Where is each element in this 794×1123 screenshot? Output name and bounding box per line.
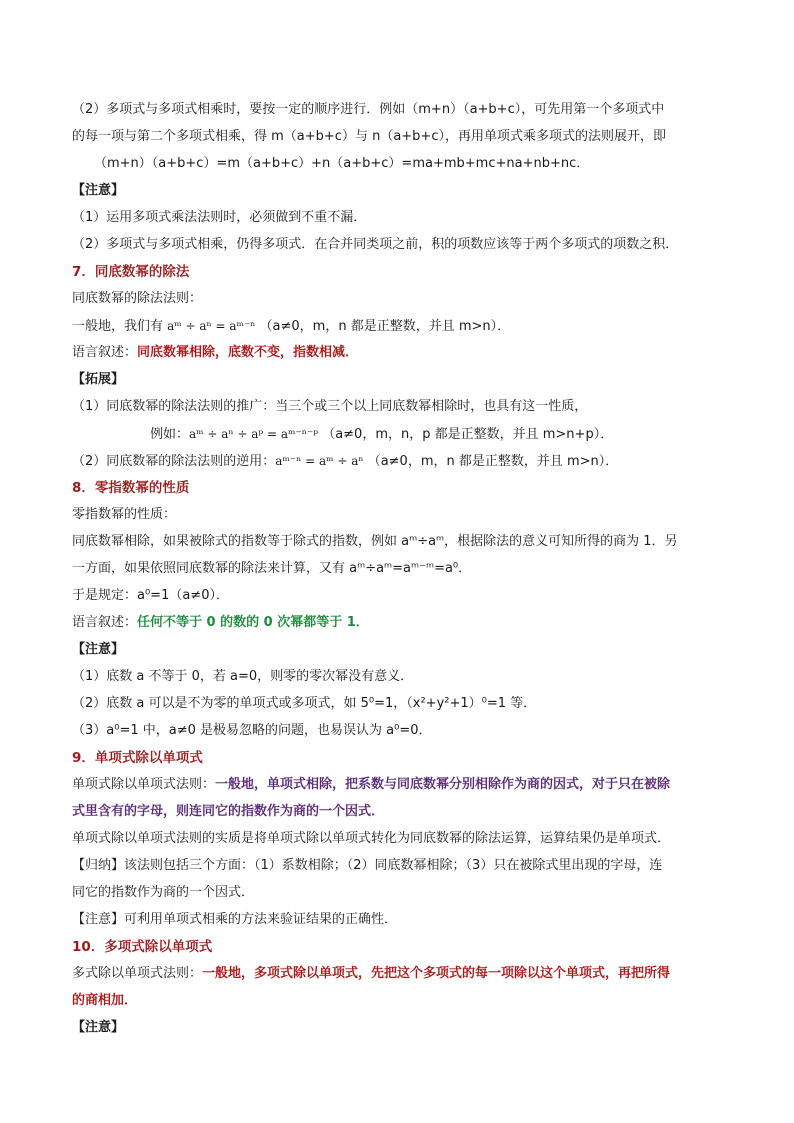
text-line: 单项式除以单项式法则的实质是将单项式除以单项式转化为同底数幂的除法运算，运算结果仍是单项式． xyxy=(72,831,671,846)
text-line xyxy=(72,343,732,363)
formula-line: （m+n）（a+b+c）=m（a+b+c）+n（a+b+c）=ma+mb+mc+na+nb+nc． xyxy=(94,156,590,171)
section-heading: 10．多项式除以单项式 xyxy=(72,939,213,955)
text-span: 单项式除以单项式法则： xyxy=(72,777,216,792)
text-line: 同底数幂的除法法则： xyxy=(72,291,203,306)
text-line: 【注意】可利用单项式相乘的方法来验证结果的正确性． xyxy=(72,912,398,927)
text-line: （3）a⁰=1 中，a≠0 是极易忽略的问题，也易误认为 a⁰=0． xyxy=(72,723,432,738)
section-heading: 9．单项式除以单项式 xyxy=(72,750,203,766)
text-line: （2）多项式与多项式相乘，仍得多项式．在合并同类项之前，积的项数应该等于两个多项式的项数之积． xyxy=(72,237,679,252)
highlight-text: 任何不等于 0 的数的 0 次幂都等于 1． xyxy=(137,615,369,630)
formula-line xyxy=(150,424,794,445)
highlight-text: 一般地，单项式相除，把系数与同底数幂分别相除作为商的因式，对于只在被除 xyxy=(215,777,671,792)
text-line: 同它的指数作为商的一个因式． xyxy=(72,885,255,900)
highlight-text: 一般地，多项式除以单项式，先把这个多项式的每一项除以这个单项式，再把所得 xyxy=(202,966,671,981)
text-span: 语言叙述： xyxy=(72,345,138,360)
math-formula: aᵐ⁻ⁿ = aᵐ ÷ aⁿ xyxy=(275,454,364,468)
text-line xyxy=(72,964,732,984)
section-heading: 8．零指数幂的性质 xyxy=(72,480,190,496)
expand-heading: 【拓展】 xyxy=(72,372,125,387)
text-line: （1）同底数幂的除法法则的推广：当三个或三个以上同底数幂相除时，也具有这一性质， xyxy=(72,399,588,414)
highlight-text: 的商相加． xyxy=(72,993,138,1008)
text-span: （a≠0，m，n，p 都是正整数，并且 m>n+p）． xyxy=(322,427,614,442)
highlight-text: 式里含有的字母，则连同它的指数作为商的一个因式． xyxy=(72,804,385,819)
text-line: 【归纳】该法则包括三个方面：（1）系数相除；（2）同底数幂相除；（3）只在被除式里出现的字母，连 xyxy=(72,858,663,873)
text-line: 于是规定：a⁰=1（a≠0）． xyxy=(72,588,229,603)
note-heading: 【注意】 xyxy=(72,642,125,657)
text-span: 多式除以单项式法则： xyxy=(72,966,203,981)
text-span: （a≠0，m，n 都是正整数，并且 m>n）． xyxy=(259,319,511,334)
text-span: 例如： xyxy=(150,427,190,442)
text-line: （1）底数 a 不等于 0，若 a=0，则零的零次幂没有意义． xyxy=(72,669,414,684)
math-formula: aᵐ ÷ aⁿ = aᵐ⁻ⁿ xyxy=(167,319,256,333)
text-line: 零指数幂的性质： xyxy=(72,507,177,522)
text-line: 同底数幂相除，如果被除式的指数等于除式的指数，例如 aᵐ÷aᵐ，根据除法的意义可知所得的商为 1．另 xyxy=(72,534,678,549)
text-line xyxy=(72,613,732,633)
text-span: （a≠0，m，n 都是正整数，并且 m>n）． xyxy=(367,454,619,469)
text-line: （2）底数 a 可以是不为零的单项式或多项式，如 5⁰=1，（x²+y²+1）⁰=1 等． xyxy=(72,696,537,711)
formula-line xyxy=(72,316,732,337)
text-line: （2）多项式与多项式相乘时，要按一定的顺序进行．例如（m+n）（a+b+c），可先用第一个多项式中 xyxy=(72,102,665,117)
text-line: 的每一项与第二个多项式相乘，得 m（a+b+c）与 n（a+b+c），再用单项式乘多项式的法则展开，即 xyxy=(72,129,666,144)
text-line: （1）运用多项式乘法法则时，必须做到不重不漏． xyxy=(72,210,367,225)
text-span: 语言叙述： xyxy=(72,615,138,630)
section-heading: 7．同底数幂的除法 xyxy=(72,264,190,280)
highlight-text: 同底数幂相除，底数不变，指数相减． xyxy=(137,345,359,360)
math-formula: aᵐ ÷ aⁿ ÷ aᵖ = aᵐ⁻ⁿ⁻ᵖ xyxy=(189,427,319,441)
text-span: （2）同底数幂的除法法则的逆用： xyxy=(72,454,276,469)
note-heading: 【注意】 xyxy=(72,183,125,198)
formula-line xyxy=(72,451,732,472)
text-line xyxy=(72,775,732,795)
text-line: 一方面，如果依照同底数幂的除法来计算，又有 aᵐ÷aᵐ=aᵐ⁻ᵐ=a⁰． xyxy=(72,561,472,576)
text-span: 一般地，我们有 xyxy=(72,319,168,334)
note-heading: 【注意】 xyxy=(72,1020,125,1035)
